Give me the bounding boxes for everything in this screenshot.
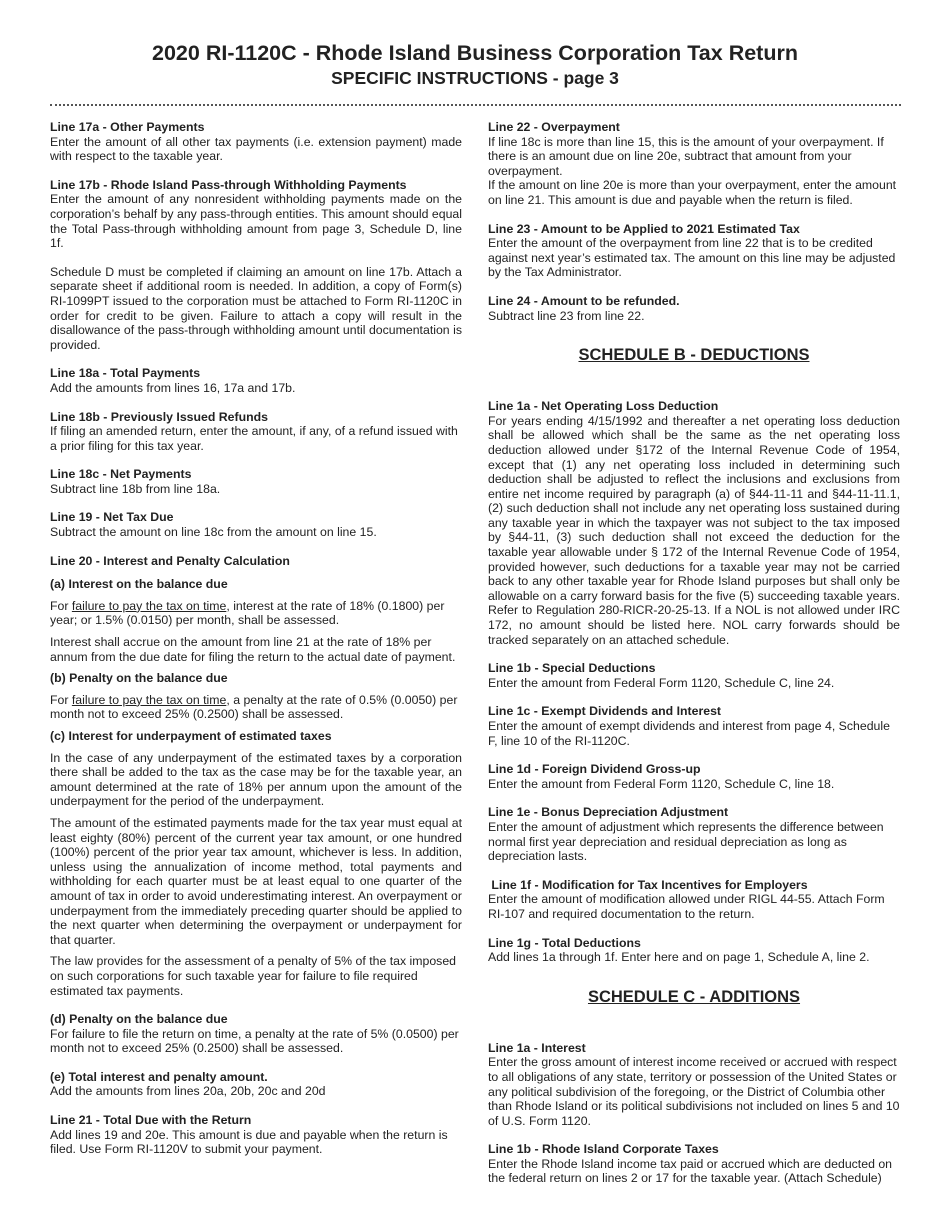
line-17b-section (50, 178, 462, 353)
line-20c-heading: (c) Interest for underpayment of estimated taxes (50, 729, 332, 743)
line-23-section (488, 222, 900, 280)
line-20b-pre: For (50, 692, 72, 707)
sched-b-line-1g-text: Add lines 1a through 1f. Enter here and on page 1, Schedule A, line 2. (488, 950, 870, 965)
line-18b-section (50, 410, 462, 454)
line-24-section (488, 294, 900, 323)
line-20e-text: Add the amounts from lines 20a, 20b, 20c and 20d (50, 1084, 326, 1099)
line-18a-heading: Line 18a - Total Payments (50, 366, 201, 381)
line-20a-underlined: failure to pay the tax on time (71, 598, 227, 613)
line-17a-section (50, 120, 462, 164)
line-20a-pre: For (50, 598, 72, 613)
sched-c-line-1b-heading: Line 1b - Rhode Island Corporate Taxes (488, 1142, 719, 1157)
line-18b-text: If filing an amended return, enter the amount, if any, of a refund issued with a prior filing for this tax year. (50, 424, 458, 453)
page-subtitle: SPECIFIC INSTRUCTIONS - page 3 (331, 68, 619, 88)
schedule-c-heading: SCHEDULE C - ADDITIONS (587, 987, 801, 1006)
line-20e-heading: (e) Total interest and penalty amount. (50, 1069, 268, 1084)
sched-c-line-1a-heading: Line 1a - Interest (488, 1040, 586, 1055)
sched-b-line-1d-heading: Line 1d - Foreign Dividend Gross-up (488, 762, 701, 777)
line-22-text-2: If the amount on line 20e is more than your overpayment, enter the amount on line 21. This amount is due and payable when the return is filed. (488, 178, 897, 207)
sched-b-line-1d-text: Enter the amount from Federal Form 1120, Schedule C, line 18. (488, 776, 835, 791)
line-18c-heading: Line 18c - Net Payments (50, 467, 192, 482)
line-21-heading: Line 21 - Total Due with the Return (50, 1113, 252, 1128)
sched-b-line-1f-section (488, 878, 900, 922)
sched-c-line-1a-section (488, 1041, 900, 1129)
line-20b-post: , a penalty at the rate of 0.5% (0.0050) per month not to exceed 25% (0.2500) shall be assessed. (50, 692, 458, 722)
sched-b-line-1f-text: Enter the amount of modification allowed under RIGL 44-55. Attach Form RI-107 and required documentation to the return. (488, 892, 885, 921)
line-17b-text-2: Schedule D must be completed if claiming an amount on line 17b. Attach a separate sheet if additional room is needed. In addition, a copy of Form(s) RI-1099PT issued to the corporation must be attached to Form RI-1120C in order for credit to be given. Failure to attach a copy will result in the disallowance of the pass-through withholding amount until documentation is provided. (50, 264, 462, 352)
line-20b-text (50, 693, 462, 722)
line-17a-heading: Line 17a - Other Payments (50, 120, 205, 134)
line-22-section (488, 120, 900, 208)
line-21-section (50, 1113, 462, 1157)
line-17b-text: Enter the amount of any nonresident withholding payments made on the corporation’s behalf by any pass-through entities. This amount should equal the Total Pass-through withholding amount from page 3, Schedule D, line 1f. (50, 192, 462, 251)
schedule-b-heading: SCHEDULE B - DEDUCTIONS (578, 346, 810, 365)
line-18b-heading: Line 18b - Previously Issued Refunds (50, 409, 268, 424)
sched-b-line-1g-heading: Line 1g - Total Deductions (488, 935, 641, 950)
sched-b-line-1c-heading: Line 1c - Exempt Dividends and Interest (488, 704, 722, 719)
line-20-heading: Line 20 - Interest and Penalty Calculation (50, 553, 290, 568)
line-21-text: Add lines 19 and 20e. This amount is due and payable when the return is filed. Use Form RI-1120V to submit your payment. (50, 1127, 448, 1157)
line-20a-text (50, 599, 462, 628)
line-18a-section (50, 366, 462, 395)
line-20d-text: For failure to file the return on time, a penalty at the rate of 5% (0.0500) per month not to exceed 25% (0.2500) shall be assessed. (50, 1026, 459, 1056)
line-17a-text: Enter the amount of all other tax payments (i.e. extension payment) made with respect to the taxable year. (50, 134, 462, 164)
page-title: 2020 RI-1120C - Rhode Island Business Corporation Tax Return (152, 41, 798, 65)
line-20c-text-1: In the case of any underpayment of the estimated taxes by a corporation there shall be added to the tax as the case may be for the taxable year, an amount determined at the rate of 18% per annum upon the amount of the underpayment for the period of the underpayment. (50, 750, 462, 809)
line-23-heading: Line 23 - Amount to be Applied to 2021 Estimated Tax (488, 221, 800, 236)
line-20c-text-2: The amount of the estimated payments made for the tax year must equal at least eighty (80%) percent of the current year tax amount, or one hundred (100%) percent of the prior year tax amount, whichever is less. In addition, unless using the annualization of income method, total payments and withholding for each quarter must be at least equal to one quarter of the amount of tax in order to avoid underestimating interest. An overpayment or underpayment from the immediately preceding quarter should be applied to the next quarter when determining the overpayment or underpayment for that quarter. (50, 815, 462, 947)
line-19-text: Subtract the amount on line 18c from the amount on line 15. (50, 525, 377, 540)
line-24-heading: Line 24 - Amount to be refunded. (488, 293, 680, 308)
line-20b-underlined: failure to pay the tax on time (71, 692, 227, 707)
line-20c-text-3: The law provides for the assessment of a penalty of 5% of the tax imposed on such corporations for such taxable year for failure to file required estimated tax payments. (50, 954, 457, 998)
left-column (50, 120, 462, 1171)
line-20a-heading: (a) Interest on the balance due (50, 577, 228, 592)
dotted-divider (50, 104, 901, 106)
sched-b-line-1e-text: Enter the amount of adjustment which represents the difference between normal first year depreciation and residual depreciation as long as depreciation lasts. (488, 819, 884, 864)
line-19-heading: Line 19 - Net Tax Due (50, 510, 174, 525)
line-18c-text: Subtract line 18b from line 18a. (50, 481, 221, 496)
line-24-text: Subtract line 23 from line 22. (488, 308, 645, 323)
sched-c-line-1a-text: Enter the gross amount of interest income received or accrued with respect to all obligations of any state, territory or possession of the United States or any political subdivision of the foregoing, or the District of Columbia other than Rhode Island or its political subdivisions not included on lines 5 and 10 of U.S. Form 1120. (488, 1055, 900, 1128)
line-22-heading: Line 22 - Overpayment (488, 120, 620, 134)
line-19-section (50, 510, 462, 539)
line-20-section (50, 554, 462, 1099)
sched-c-line-1b-section (488, 1142, 900, 1186)
line-23-text: Enter the amount of the overpayment from line 22 that is to be credited against next year’s estimated tax. The amount on this line may be adjusted by the Tax Administrator. (488, 236, 896, 280)
sched-b-line-1e-heading: Line 1e - Bonus Depreciation Adjustment (488, 805, 729, 820)
sched-b-line-1e-section (488, 805, 900, 863)
sched-b-line-1d-section (488, 762, 900, 791)
sched-b-line-1c-text: Enter the amount of exempt dividends and interest from page 4, Schedule F, line 10 of the RI-1120C. (488, 719, 890, 748)
sched-b-line-1b-text: Enter the amount from Federal Form 1120, Schedule C, line 24. (488, 675, 835, 690)
line-22-text: If line 18c is more than line 15, this is the amount of your overpayment. If there is an amount due on line 20e, subtract that amount from your overpayment. (488, 134, 884, 178)
sched-b-line-1g-section (488, 936, 900, 965)
sched-b-line-1a-section (488, 399, 900, 647)
line-20a-text-2: Interest shall accrue on the amount from line 21 at the rate of 18% per annum from the due date for filing the return to the actual date of payment. (50, 635, 456, 664)
sched-b-line-1f-heading: Line 1f - Modification for Tax Incentives for Employers (488, 877, 808, 892)
sched-c-line-1b-text: Enter the Rhode Island income tax paid or accrued which are deducted on the federal return on lines 2 or 17 for the taxable year. (Attach Schedule) (488, 1156, 892, 1186)
sched-b-line-1a-text: For years ending 4/15/1992 and thereafter a net operating loss deduction shall be allowed which shall be the same as the net operating loss deduction allowed under §172 of the Internal Revenue Code of 1954, except that (1) any net operating loss included in determining such deduction shall be adjusted to reflect the inclusions and exclusions from entire net income required by paragraph (a) of §44-11-11 and §44-11-11.1, (2) such deduction shall not include any net operating loss sustained during any taxable year in which the taxpayer was not subject to the tax imposed by §44-11, (3) such deduction shall not exceed the deduction for the taxable year allowable under § 172 of the Internal Revenue Code of 1954, provided however, such deductions for a taxable year may not be carried back to any other taxable year for Rhode Island purposes but shall only be allowable on a carry forward basis for the five (5) succeeding taxable years. Refer to Regulation 280-RICR-20-25-13. If a NOL is not allowed under IRC 172, no amount should be listed here. NOL carry forwards should be tracked separately on an attached schedule. (488, 413, 900, 647)
sched-b-line-1c-section (488, 704, 900, 748)
page-header (0, 40, 950, 89)
sched-b-line-1b-heading: Line 1b - Special Deductions (488, 661, 656, 676)
sched-b-line-1a-heading: Line 1a - Net Operating Loss Deduction (488, 399, 719, 414)
line-17b-heading: Line 17b - Rhode Island Pass-through Withholding Payments (50, 177, 407, 192)
line-20d-heading: (d) Penalty on the balance due (50, 1012, 228, 1027)
line-20a-post: , interest at the rate of 18% (0.1800) per year; or 1.5% (0.0150) per month, shall be assessed. (50, 598, 445, 628)
sched-b-line-1b-section (488, 661, 900, 690)
line-20b-heading: (b) Penalty on the balance due (50, 671, 228, 686)
right-column (488, 120, 900, 1200)
line-18a-text: Add the amounts from lines 16, 17a and 17b. (50, 380, 296, 395)
line-18c-section (50, 467, 462, 496)
